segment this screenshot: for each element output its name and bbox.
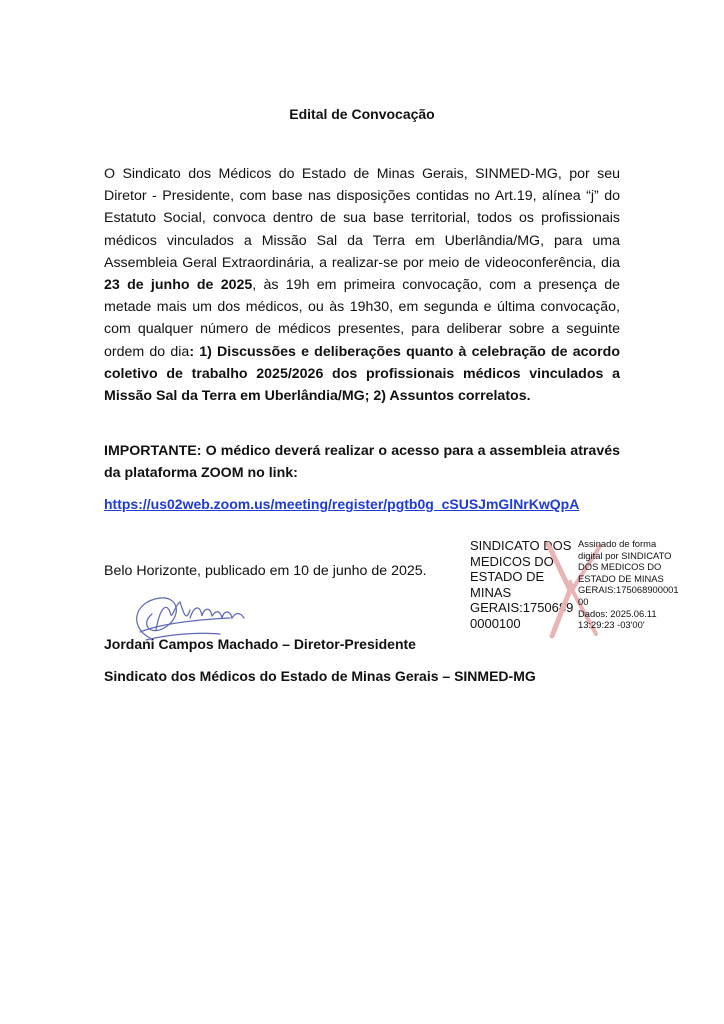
stamp-name-line: MINAS <box>470 584 512 600</box>
stamp-name-line: GERAIS:1750689 <box>470 600 574 616</box>
document-title: Edital de Convocação <box>289 106 435 122</box>
convocation-paragraph <box>104 163 620 407</box>
organization-name: Sindicato dos Médicos do Estado de Minas Gerais – SINMED-MG <box>104 668 536 684</box>
digital-stamp-details <box>578 538 678 631</box>
paragraph-text-2: , às 19h em primeira convocação, com a presença de metade mais um dos médicos, ou às 19h30, em segunda e última convocação, com qualquer número de médicos presentes, para deliberar sobre a seguinte ordem do dia <box>104 277 620 360</box>
stamp-name-line: SINDICATO DOS <box>470 538 572 553</box>
stamp-name-line: 0000100 <box>470 615 521 631</box>
stamp-detail-line: Dados: 2025.06.11 <box>578 607 657 619</box>
stamp-name-line: ESTADO DE <box>470 569 545 585</box>
stamp-name-line: MEDICOS DO <box>470 553 554 569</box>
important-notice: IMPORTANTE: O médico deverá realizar o acesso para a assembleia através da plataforma ZOOM no link: <box>104 443 620 482</box>
stamp-detail-line: Assinado de forma <box>578 538 657 549</box>
stamp-detail-line: digital por SINDICATO <box>578 549 672 561</box>
stamp-detail-line: GERAIS:175068900001 <box>578 584 679 596</box>
stamp-detail-line: ESTADO DE MINAS <box>578 572 664 584</box>
zoom-link[interactable]: https://us02web.zoom.us/meeting/register/pgtb0g_cSUSJmGlNrKwQpA <box>104 496 580 512</box>
signer-name: Jordani Campos Machado – Diretor-Presidente <box>104 636 416 652</box>
stamp-detail-line: 13:29:23 -03'00' <box>578 619 645 631</box>
paragraph-text-1: O Sindicato dos Médicos do Estado de Minas Gerais, SINMED-MG, por seu Diretor - Presidente, com base nas disposições contidas no Art.19, alínea “j” do Estatuto Social, convoca dentro de sua base territorial, todos os profissionais médicos vinculados a Missão Sal da Terra em Uberlândia/MG, para uma Assembleia Geral Extraordinária, a realizar-se por meio de videoconferência, dia <box>104 166 620 271</box>
place-date: Belo Horizonte, publicado em 10 de junho de 2025. <box>104 563 427 579</box>
assembly-date: 23 de junho de 2025 <box>104 277 253 294</box>
agenda-text: : 1) Discussões e deliberações quanto à celebração de acordo coletivo de trabalho 2025/2026 dos profissionais médicos vinculados a Missão Sal da Terra em Uberlândia/MG; 2) Assuntos correlatos. <box>104 343 621 405</box>
stamp-detail-line: DOS MEDICOS DO <box>578 561 662 573</box>
stamp-detail-line: 00 <box>578 595 589 607</box>
